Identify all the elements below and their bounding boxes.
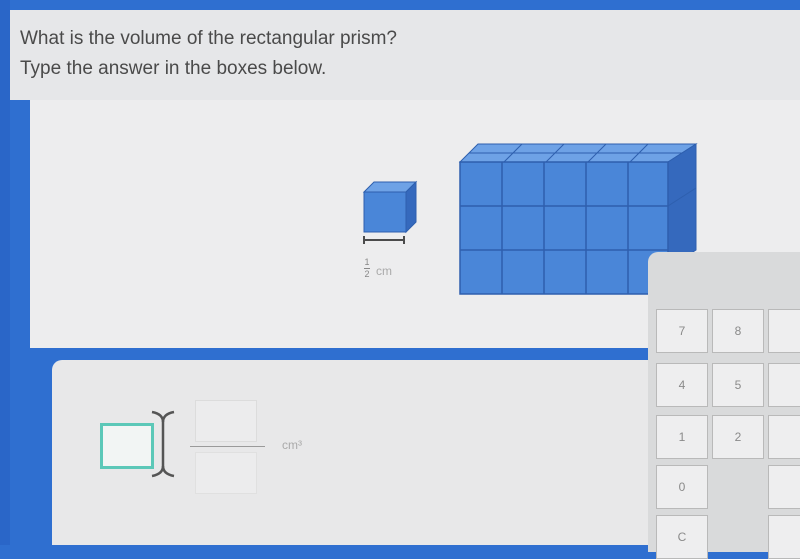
text-cursor-icon: [148, 408, 178, 480]
key-7[interactable]: 7: [656, 309, 708, 353]
left-strip: [0, 0, 10, 545]
cube-side-unit: cm: [376, 264, 392, 278]
key-2[interactable]: 2: [712, 415, 764, 459]
denominator-input[interactable]: [195, 452, 257, 494]
key-4[interactable]: 4: [656, 363, 708, 407]
key-5[interactable]: 5: [712, 363, 764, 407]
fraction-numerator: 1: [364, 257, 370, 267]
key-decimal[interactable]: [768, 465, 800, 509]
instruction-text: Type the answer in the boxes below.: [20, 58, 327, 79]
fraction-bar: [190, 446, 265, 447]
cube-side-measure: [363, 239, 405, 241]
key-clear[interactable]: C: [656, 515, 708, 559]
key-6[interactable]: [768, 363, 800, 407]
cube-side-fraction: [364, 258, 370, 279]
key-0[interactable]: 0: [656, 465, 708, 509]
key-9[interactable]: [768, 309, 800, 353]
question-text: What is the volume of the rectangular prism?: [20, 28, 398, 49]
unit-cube-figure: [360, 178, 420, 238]
question-header: [10, 10, 800, 100]
number-keypad: [648, 252, 800, 552]
key-backspace[interactable]: [768, 515, 800, 559]
answer-unit: cm³: [282, 438, 302, 452]
key-3[interactable]: [768, 415, 800, 459]
key-8[interactable]: 8: [712, 309, 764, 353]
key-1[interactable]: 1: [656, 415, 708, 459]
whole-number-input[interactable]: [100, 423, 154, 469]
fraction-denominator: 2: [364, 269, 370, 279]
numerator-input[interactable]: [195, 400, 257, 442]
